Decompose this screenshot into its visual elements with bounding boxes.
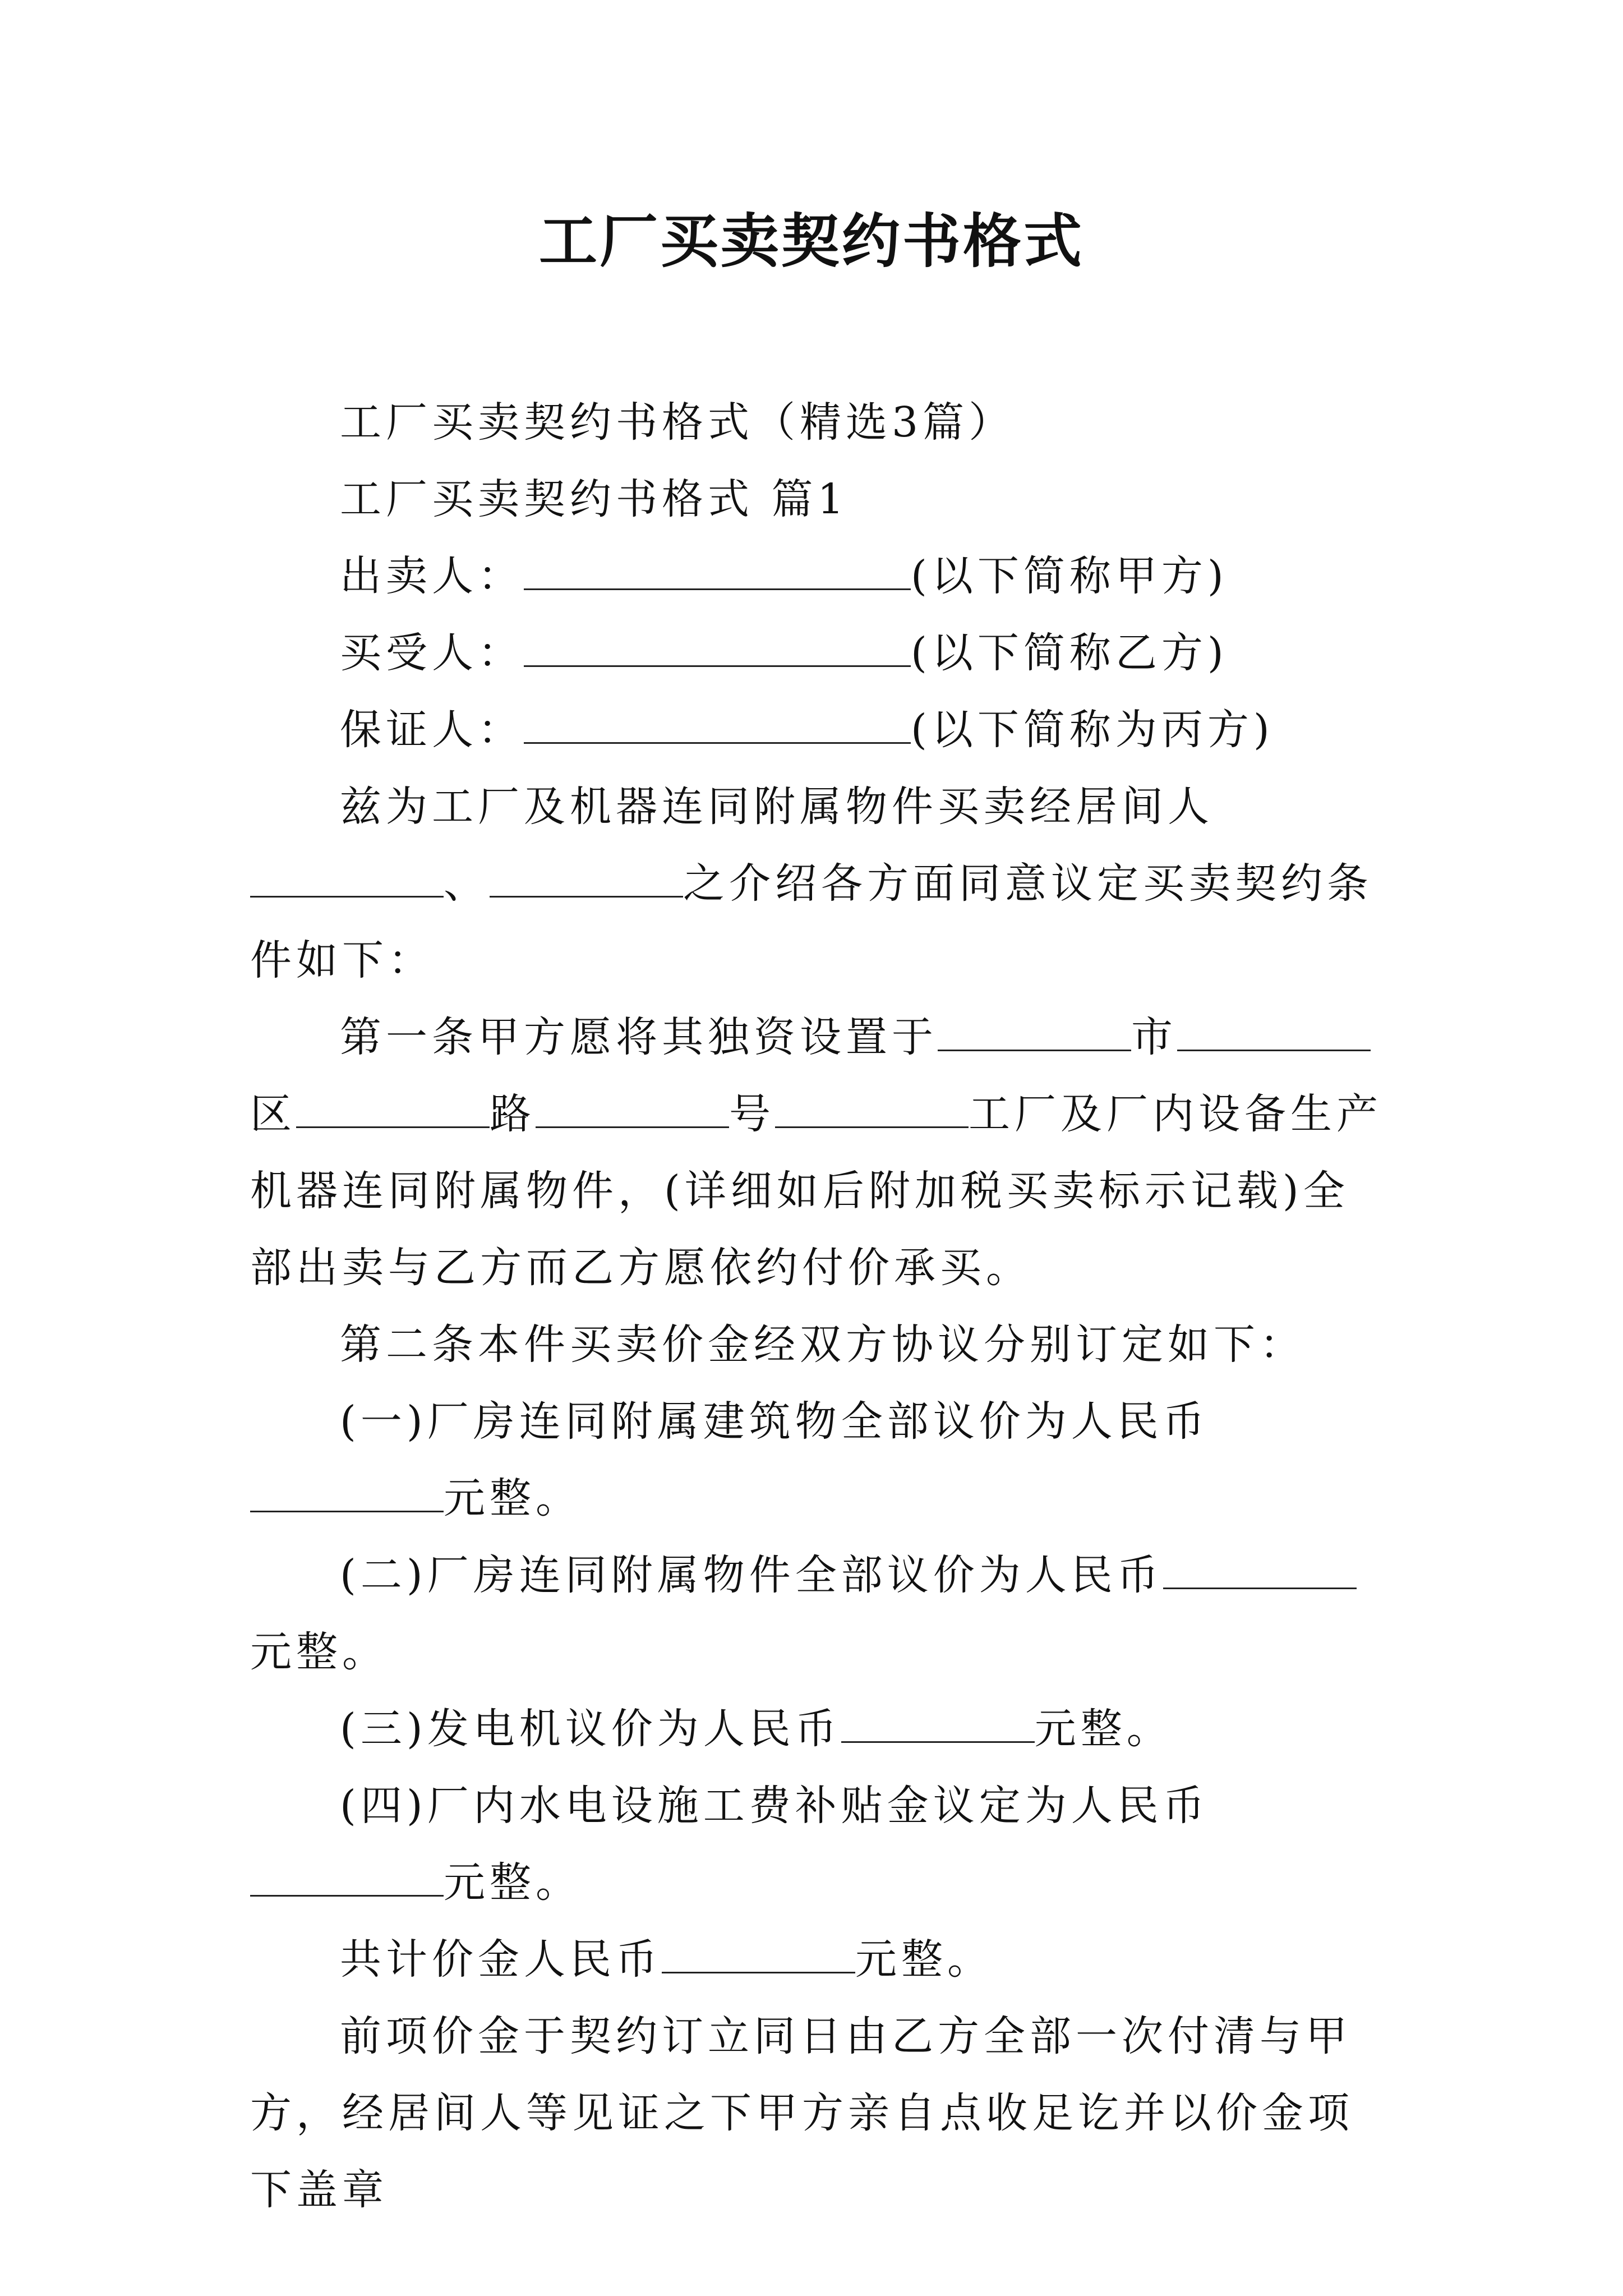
intro-part2: 、 [444, 859, 490, 908]
article1-number: 号 [729, 1090, 775, 1138]
guarantor-suffix: (以下简称为丙方) [911, 706, 1274, 754]
document-title: 工厂买卖契约书格式 [538, 206, 1084, 275]
article1-part2: 工厂及厂内设备生产机器连同附属物件，(详细如后附加税买卖标示记载)全部出卖与乙方而乙方愿依约付价承买。 [250, 1090, 1382, 1292]
article1-district: 区 [250, 1090, 296, 1138]
road-blank [296, 1092, 490, 1128]
factory-blank [775, 1092, 969, 1128]
buyer-label: 买受人： [340, 629, 524, 677]
intro-paragraph [250, 769, 1383, 999]
number-blank [536, 1092, 729, 1128]
seller-line [250, 538, 1383, 615]
item4-paragraph [250, 1768, 1383, 1921]
article2-paragraph: 第二条本件买卖价金经双方协议分别订定如下： [340, 1320, 1306, 1369]
guarantor-label: 保证人： [340, 706, 524, 754]
total-paragraph [250, 1921, 1383, 1998]
subtitle: 工厂买卖契约书格式（精选3篇） [340, 398, 1015, 447]
total-suffix: 元整。 [855, 1935, 993, 1984]
item2-suffix: 元整。 [250, 1628, 388, 1676]
guarantor-blank [524, 707, 911, 744]
article1-road: 路 [490, 1090, 536, 1138]
article1-paragraph [250, 999, 1383, 1306]
item2-text: (二)厂房连同附属物件全部议价为人民币 [340, 1551, 1163, 1599]
seller-label: 出卖人： [340, 552, 524, 600]
document-body [250, 384, 1383, 2229]
item3-blank [841, 1706, 1035, 1743]
article1-part1: 第一条甲方愿将其独资设置于 [340, 1013, 938, 1061]
guarantor-line [250, 692, 1383, 769]
payment-paragraph: 前项价金于契约订立同日由乙方全部一次付清与甲方，经居间人等见证之下甲方亲自点收足讫并以价金项下盖章 [250, 2012, 1354, 2214]
item1-paragraph [250, 1383, 1383, 1537]
item1-blank [250, 1476, 444, 1512]
item1-suffix: 元整。 [444, 1474, 582, 1522]
seller-blank [524, 554, 911, 590]
section-heading: 工厂买卖契约书格式 篇1 [340, 475, 849, 523]
item2-paragraph [250, 1537, 1383, 1691]
item2-blank [1163, 1553, 1357, 1589]
broker-blank-1 [250, 861, 444, 898]
item1-text: (一)厂房连同附属建筑物全部议价为人民币 [340, 1397, 1209, 1446]
item4-suffix: 元整。 [444, 1858, 582, 1907]
intro-part3: 之介绍各方面同意议定买卖契约条件如下： [250, 859, 1373, 984]
item4-text: (四)厂内水电设施工费补贴金议定为人民币 [340, 1782, 1209, 1830]
item3-suffix: 元整。 [1034, 1705, 1173, 1753]
item3-paragraph [250, 1691, 1383, 1768]
intro-part1: 兹为工厂及机器连同附属物件买卖经居间人 [340, 783, 1214, 831]
buyer-line [250, 615, 1383, 692]
buyer-blank [524, 631, 911, 667]
total-text: 共计价金人民币 [340, 1935, 662, 1984]
item3-text: (三)发电机议价为人民币 [340, 1705, 841, 1753]
article1-city: 市 [1131, 1013, 1177, 1061]
broker-blank-2 [490, 861, 683, 898]
buyer-suffix: (以下简称乙方) [911, 629, 1228, 677]
total-blank [662, 1937, 855, 1973]
seller-suffix: (以下简称甲方) [911, 552, 1228, 600]
city-blank [938, 1015, 1131, 1051]
district-blank [1177, 1015, 1371, 1051]
item4-blank [250, 1860, 444, 1897]
